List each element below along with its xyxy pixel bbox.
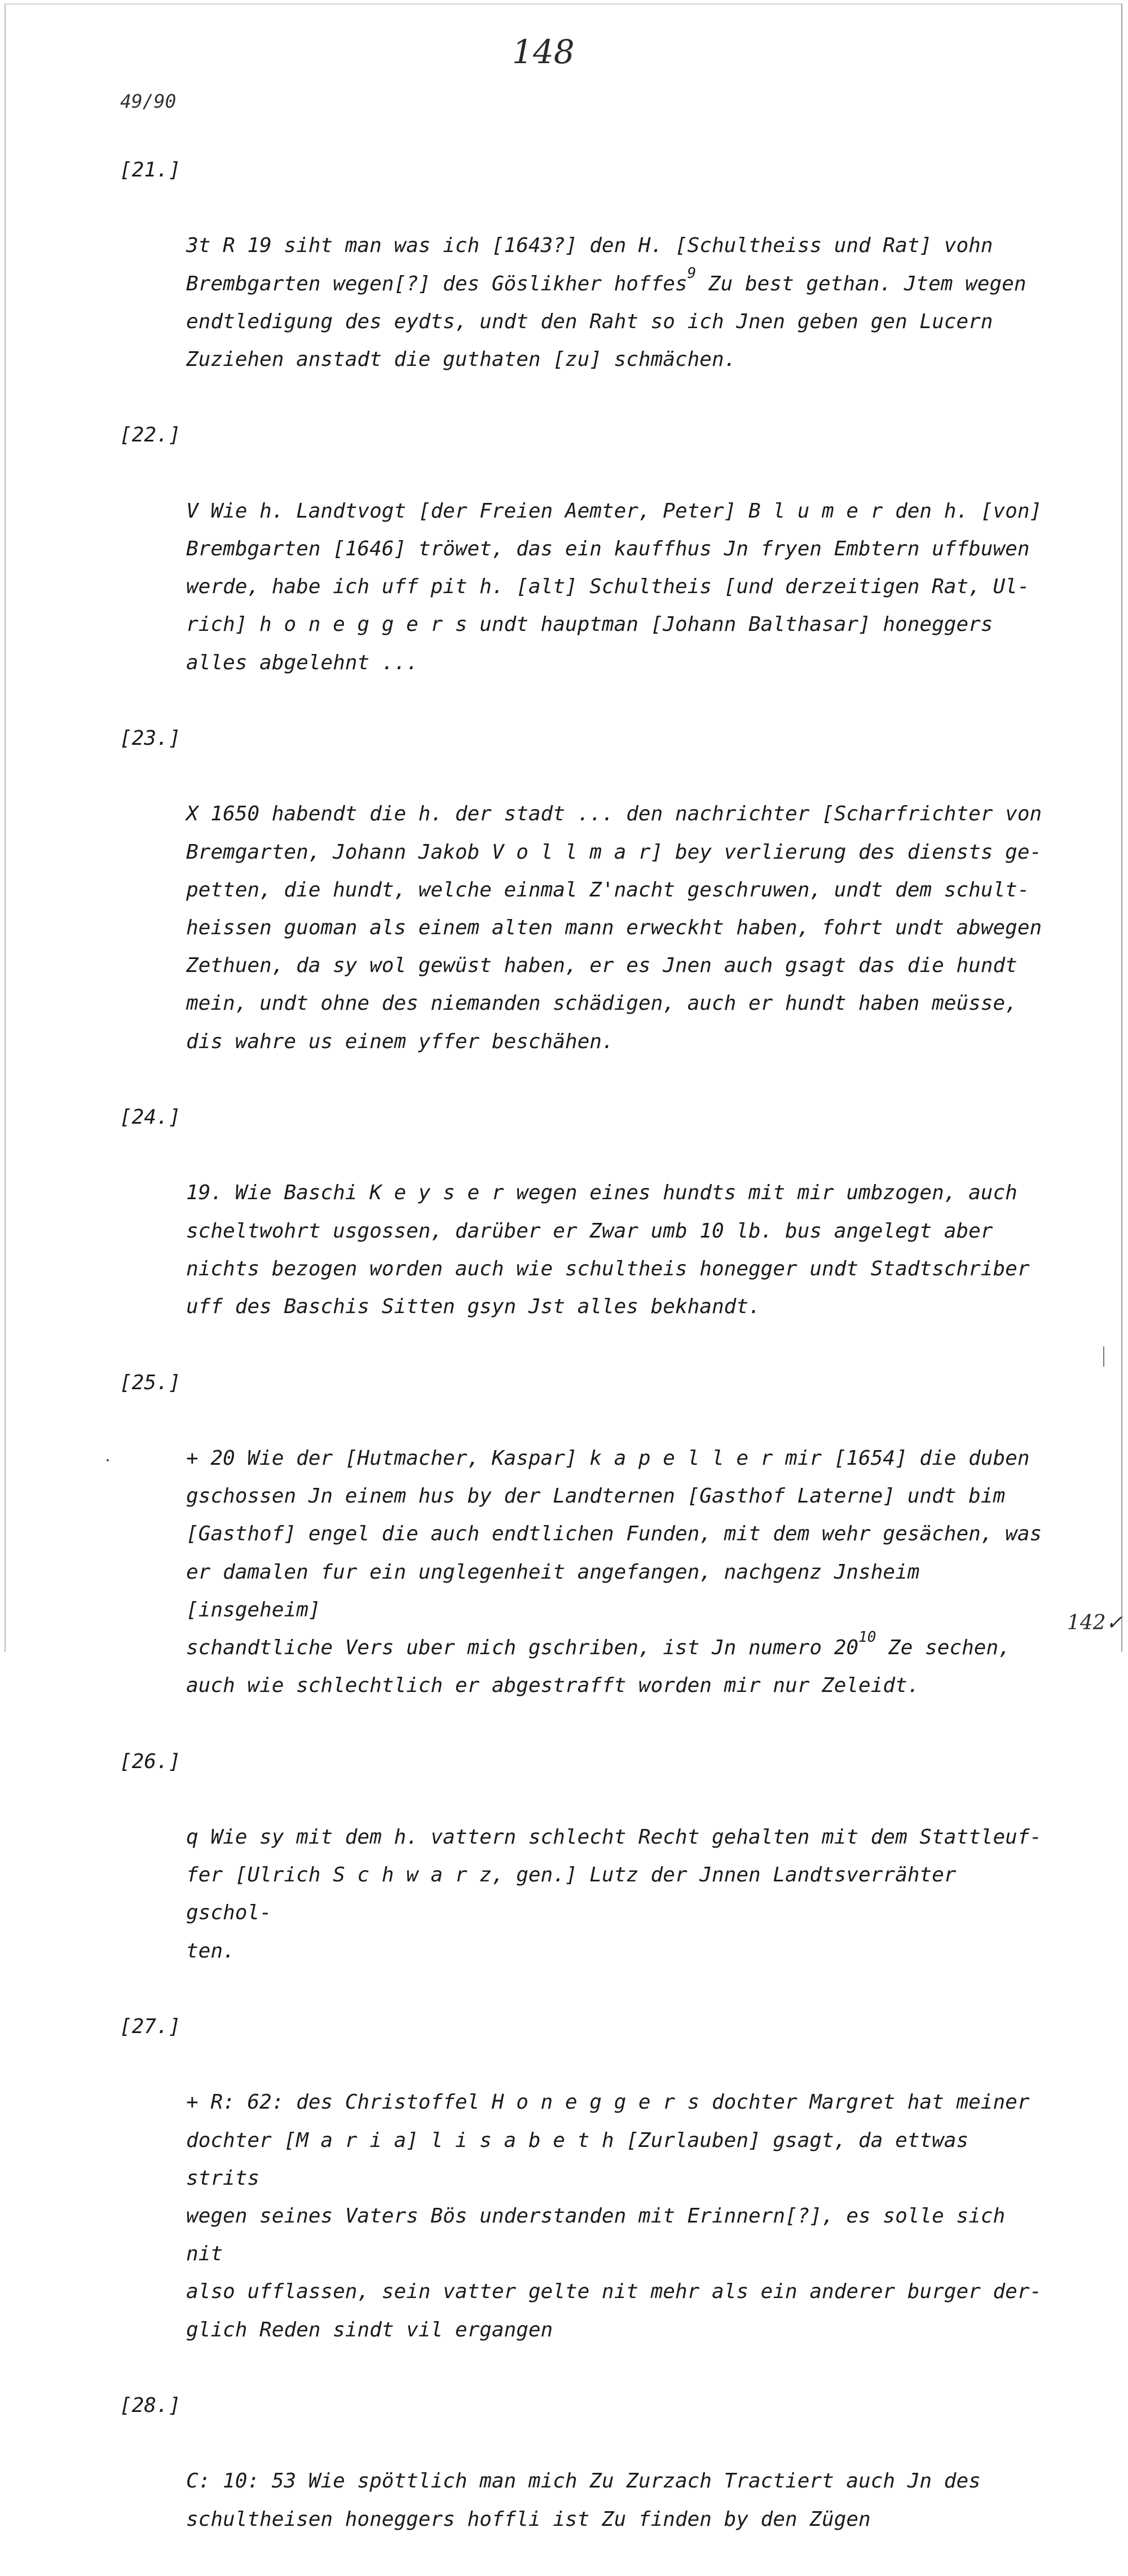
entry-27 xyxy=(120,2008,1045,2387)
entry-23 xyxy=(120,719,1045,1098)
entry-28 xyxy=(120,2387,1045,2576)
page-number: 148 xyxy=(512,33,575,71)
entry-21 xyxy=(120,151,1045,416)
entry-text: 19. Wie Baschi K e y s e r wegen eines hundts mit mir umbzogen, auch scheltwohrt usgossen, darüber er Zwar umb 10 lb. bus angelegt aber nichts bezogen worden auch wie schultheis honegger undt Stadtschriber uff des Baschis Sitten gsyn Jst alles bekhandt. xyxy=(186,1181,1030,1319)
entry-26 xyxy=(120,1743,1045,2008)
entry-text: X 1650 habendt die h. der stadt ... den nachrichter [Scharfrichter von Bremgarten, Johann Jakob V o l l m a r] bey verlierung des diensts ge- petten, die hundt, welche einmal Z'nacht geschruwen, undt dem schult- heissen guoman als einem alten mann erweckht haben, fohrt undt abwegen Zethuen, da sy wol gewüst haben, er es Jnen auch gsagt das die hundt mein, undt ohne des niemanden schädigen, auch er hundt haben meüsse, dis wahre us einem yffer beschähen. xyxy=(186,802,1042,1053)
entry-text: q Wie sy mit dem h. vattern schlecht Recht gehalten mit dem Stattleuf- fer [Ulrich S c h w a r z, gen.] Lutz der Jnnen Landtsverrähter gschol- ten. xyxy=(186,1825,1042,1963)
entry-text: 3t R 19 siht man was ich [1643?] den H. [Schultheiss und Rat] vohn Brembgarten wegen[?] des Göslikher hoffes$^9$ Zu best gethan. Jtem wegen endtledigung des eydts, undt den Raht so ich Jnen geben gen Lucern Zuziehen anstadt die guthaten [zu] schmächen. xyxy=(186,234,1026,372)
entry-number: [22.] xyxy=(120,423,181,447)
archive-reference: 49/90 xyxy=(120,90,177,112)
entry-number: [21.] xyxy=(120,158,181,182)
entry-list xyxy=(120,151,1045,2576)
entry-25 xyxy=(120,1364,1045,1743)
entry-number: [24.] xyxy=(120,1106,181,1129)
entry-number: [25.] xyxy=(120,1371,181,1394)
entry-text: + R: 62: des Christoffel H o n e g g e r s dochter Margret hat meiner dochter [M a r i a] l i s a b e t h [Zurlauben] gsagt, da ettwas strits wegen seines Vaters Bös understanden mit Erinnern[?], es solle sich nit also ufflassen, sein vatter gelte nit mehr als ein anderer burger der- glich Reden sindt vil ergangen xyxy=(186,2091,1042,2341)
entry-text: + 20 Wie der [Hutmacher, Kaspar] k a p e l l e r mir [1654] die duben gschossen Jn einem hus by der Landternen [Gasthof Laterne] undt bim [Gasthof] engel die auch endtlichen Funden, mit dem wehr gesächen, was er damalen fur ein unglegenheit angefangen, nachgenz Jnsheim [insgeheim] schandtliche Vers uber mich gschriben, ist Jn numero $20^{10}$ Ze sechen, auch wie schlechtlich er abgestrafft worden mir nur Zeleidt. xyxy=(186,1446,1042,1698)
margin-dot xyxy=(107,1459,109,1461)
footnote-marker: 10 xyxy=(858,1628,876,1646)
entry-number: [28.] xyxy=(120,2393,181,2417)
entry-text: C: 10: 53 Wie spöttlich man mich Zu Zurzach Tractiert auch Jn des schultheisen honeggers hoffli ist Zu finden by den Zügen xyxy=(186,2469,981,2531)
entry-22 xyxy=(120,416,1045,719)
entry-24 xyxy=(120,1098,1045,1363)
margin-mark xyxy=(1103,1346,1104,1367)
entry-number: [23.] xyxy=(120,727,181,750)
entry-text: V Wie h. Landtvogt [der Freien Aemter, Peter] B l u m e r den h. [von] Brembgarten [1646] tröwet, das ein kauffhus Jn fryen Embtern uffbuwen werde, habe ich uff pit h. [alt] Schultheis [und derzeitigen Rat, Ul- rich] h o n e g g e r s undt hauptman [Johann Balthasar] honeggers alles abgelehnt ... xyxy=(186,499,1042,674)
entry-number: [26.] xyxy=(120,1749,181,1773)
footnote-marker: 9 xyxy=(687,264,697,282)
entry-number: [27.] xyxy=(120,2014,181,2038)
folio-mark: 142✓ xyxy=(1067,1611,1123,1634)
